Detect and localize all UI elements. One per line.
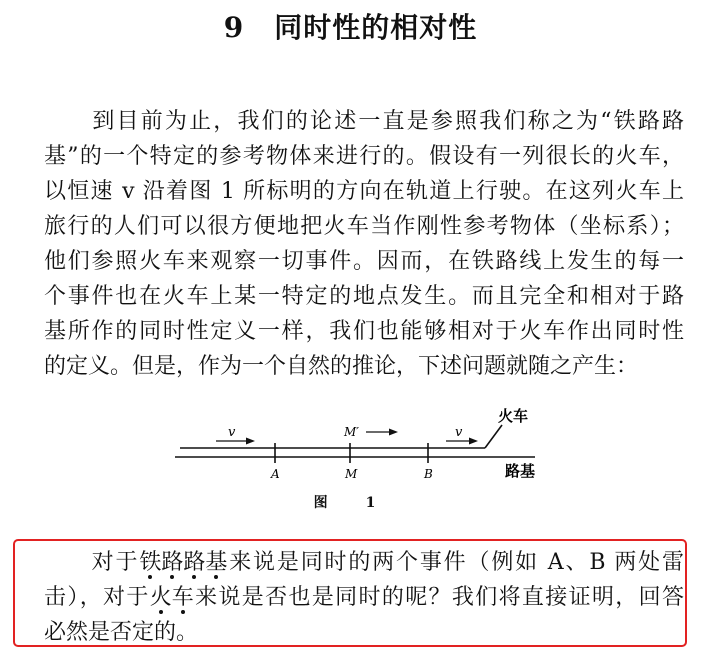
label-v-right: v — [455, 425, 463, 440]
text-span: 对于 — [44, 550, 140, 575]
section-number: 9 — [223, 11, 245, 44]
paragraph-line: 的定义。但是，作为一个自然的推论，下述问题就随之产生： — [44, 354, 639, 379]
label-m: M — [345, 467, 358, 481]
text-span: 来说是否也是同时的呢？我们将直接证明，回答 — [193, 585, 684, 610]
text-span: 击），对于 — [44, 585, 150, 610]
label-b: B — [424, 467, 433, 481]
paragraph-line: 必然是否定的。 — [44, 620, 199, 645]
paragraph-line: 基所作的同时性定义一样，我们也能够相对于火车作出同时性 — [44, 319, 684, 344]
paragraph-line — [44, 580, 684, 615]
paragraph-intro — [44, 104, 684, 384]
label-embankment: 路基 — [505, 462, 536, 480]
figure-caption: 图 1 — [313, 495, 388, 511]
label-v-left: v — [228, 425, 236, 440]
arrow-m-prime — [366, 429, 398, 436]
paragraph-line: 个事件也在火车上某一特定的地点发生。而且完全和相对于路 — [44, 284, 684, 309]
label-a: A — [271, 467, 280, 481]
section-heading: 同时性的相对性 — [274, 11, 478, 44]
paragraph-line: 以恒速 v 沿着图 1 所标明的方向在轨道上行驶。在这列火车上 — [44, 179, 684, 204]
emphasis-char: 铁 — [139, 545, 161, 580]
emphasis-char: 火 — [150, 580, 172, 615]
emphasis-char: 路 — [161, 545, 183, 580]
text-span: 来说是同时的两个事件（例如 A、B 两处雷 — [227, 550, 684, 575]
emphasized-text — [150, 585, 194, 610]
paragraph-line: 旅行的人们可以很方便地把火车当作刚性参考物体（坐标系）； — [44, 214, 684, 239]
emphasis-char: 基 — [205, 545, 227, 580]
emphasized-text — [139, 550, 227, 575]
arrow-v-left — [216, 438, 255, 445]
paragraph-question — [44, 545, 684, 650]
paragraph-line: 到目前为止，我们的论述一直是参照我们称之为“铁路路 — [44, 109, 684, 134]
paragraph-line: 他们参照火车来观察一切事件。因而，在铁路线上发生的每一 — [44, 249, 684, 274]
train-front-line — [485, 425, 502, 448]
paragraph-line: 基”的一个特定的参考物体来进行的。假设有一列很长的火车， — [44, 144, 684, 169]
label-train: 火车 — [498, 407, 529, 425]
section-title — [0, 6, 701, 46]
emphasis-char: 路 — [183, 545, 205, 580]
emphasis-char: 车 — [172, 580, 194, 615]
train-embankment-diagram — [160, 405, 560, 495]
label-m-prime: M′ — [344, 425, 360, 439]
paragraph-line — [44, 545, 684, 580]
